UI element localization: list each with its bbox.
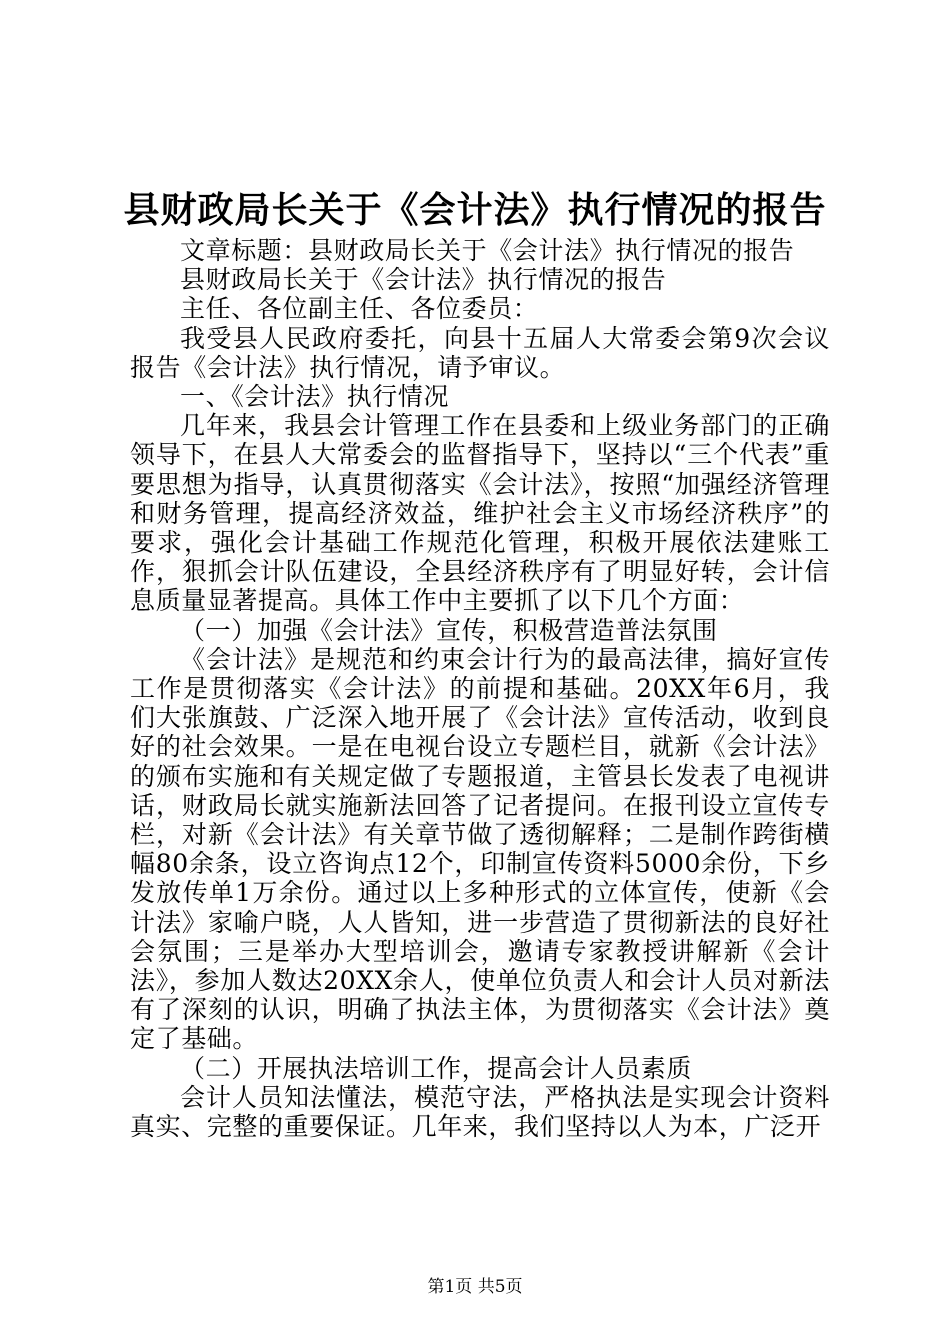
page-number-footer: 第1页 共5页: [427, 1277, 523, 1297]
body-paragraph: 《会计法》是规范和约束会计行为的最高法律，搞好宣传工作是贯彻落实《会计法》的前提和基础。20XX年6月，我们大张旗鼓、广泛深入地开展了《会计法》宣传活动，收到良好的社会效果。一是在电视台设立专题栏目，就新《会计法》的颁布实施和有关规定做了专题报道，主管县长发表了电视讲话，财政局长就实施新法回答了记者提问。在报刊设立宣传专栏，对新《会计法》有关章节做了透彻解释；二是制作跨街横幅80余条，设立咨询点12个，印制宣传资料5000余份，下乡发放传单1万余份。通过以上多种形式的立体宣传，使新《会计法》家喻户晓，人人皆知，进一步营造了贯彻新法的良好社会氛围；三是举办大型培训会，邀请专家教授讲解新《会计法》，参加人数达20XX余人，使单位负责人和会计人员对新法有了深刻的认识，明确了执法主体，为贯彻落实《会计法》奠定了基础。: [130, 644, 830, 1054]
body-paragraph: 会计人员知法懂法，模范守法，严格执法是实现会计资料真实、完整的重要保证。几年来，我们坚持以人为本，广泛开: [130, 1082, 830, 1142]
document-body: [130, 236, 830, 1141]
subsection-heading-2: （二）开展执法培训工作，提高会计人员素质: [180, 1053, 693, 1083]
salutation: 主任、各位副主任、各位委员：: [180, 294, 539, 324]
section-heading-1: 一、《会计法》执行情况: [180, 382, 450, 412]
body-paragraph: 几年来，我县会计管理工作在县委和上级业务部门的正确领导下，在县人大常委会的监督指导下，坚持以“三个代表”重要思想为指导，认真贯彻落实《会计法》，按照“加强经济管理和财务管理，提高经济效益，维护社会主义市场经济秩序”的要求，强化会计基础工作规范化管理，积极开展依法建账工作，狠抓会计队伍建设，全县经济秩序有了明显好转，会计信息质量显著提高。具体工作中主要抓了以下几个方面：: [130, 411, 830, 616]
report-title-line: 县财政局长关于《会计法》执行情况的报告: [180, 265, 667, 295]
intro-paragraph: 我受县人民政府委托，向县十五届人大常委会第9次会议报告《会计法》执行情况，请予审议。: [130, 323, 830, 382]
article-title-line: 文章标题：县财政局长关于《会计法》执行情况的报告: [180, 236, 795, 265]
document-title: 县财政局长关于《会计法》执行情况的报告: [123, 189, 827, 231]
subsection-heading-1: （一）加强《会计法》宣传，积极营造普法氛围: [180, 615, 718, 645]
